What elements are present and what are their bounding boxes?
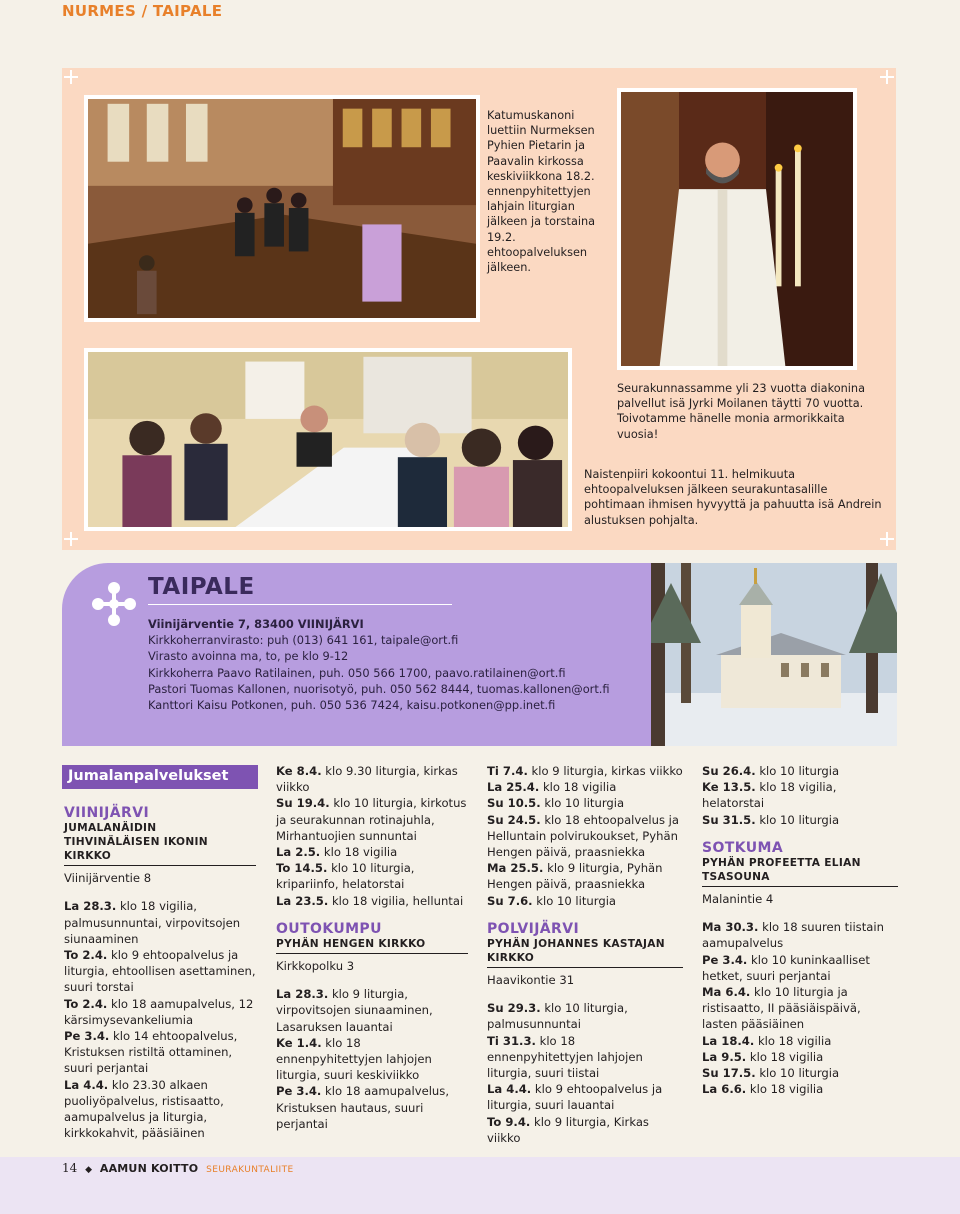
- event-text: klo 9 liturgia, kirkas viikko: [527, 764, 683, 778]
- flower-icon: [90, 580, 138, 628]
- event-text: klo 10 liturgia, kirkotus ja seurakunnan rotinajuhla, Mirhantuojien sunnuntai: [276, 796, 467, 843]
- event-list: [487, 763, 683, 909]
- church-name: PYHÄN JOHANNES KASTAJAN KIRKKO: [487, 937, 683, 968]
- schedule-entry: [276, 844, 468, 860]
- event-text: klo 10 liturgia: [755, 812, 840, 827]
- event-text: klo 14 ehtoopalvelus, Kristuksen ristiltä ottaminen, suuri perjantai: [64, 1029, 238, 1076]
- schedule-entry: [487, 795, 683, 811]
- event-text: klo 18 vigilia: [320, 845, 398, 860]
- event-date: Ti 7.4.: [487, 764, 528, 778]
- parish-title: TAIPALE: [148, 574, 255, 600]
- page-number: 14: [62, 1161, 78, 1175]
- place-name: OUTOKUMPU: [276, 920, 382, 937]
- event-list: [487, 1000, 683, 1146]
- church-interior-photo: [84, 95, 480, 322]
- event-text: klo 10 liturgia: [540, 796, 625, 811]
- event-text: klo 18 vigilia, helatorstai: [702, 780, 837, 811]
- schedule-entry: [276, 1083, 468, 1132]
- event-date: Pe 3.4.: [276, 1084, 322, 1099]
- event-date: Pe 3.4.: [702, 952, 748, 967]
- event-date: To 2.4.: [64, 948, 108, 963]
- event-text: klo 10 liturgia: [532, 893, 617, 908]
- event-date: Su 10.5.: [487, 796, 541, 811]
- schedule-entry: [487, 860, 683, 892]
- event-date: La 23.5.: [276, 893, 329, 908]
- event-text: klo 18 vigilia, helluntai: [328, 893, 464, 908]
- schedule-column-viinijarvi: [64, 803, 256, 1141]
- event-date: Ke 8.4.: [276, 764, 322, 778]
- event-date: Ke 13.5.: [702, 780, 756, 795]
- event-text: klo 9 ehtoopalvelus ja liturgia, ehtoollisen asettaminen, suuri torstai: [64, 948, 256, 995]
- schedule-entry: [702, 952, 898, 984]
- event-date: La 9.5.: [702, 1049, 747, 1064]
- event-text: klo 18 vigilia: [754, 1033, 832, 1048]
- event-date: La 4.4.: [64, 1077, 109, 1092]
- corner-ornament: [880, 70, 894, 84]
- schedule-entry: [487, 1000, 683, 1032]
- schedule-column-outokumpu: [276, 763, 468, 1132]
- event-date: La 2.5.: [276, 845, 321, 860]
- event-text: klo 10 liturgia: [755, 764, 840, 778]
- schedule-entry: [487, 1081, 683, 1113]
- womens-circle-photo: [84, 348, 572, 531]
- schedule-entry: [702, 779, 898, 811]
- event-text: klo 18 vigilia: [746, 1082, 824, 1097]
- event-date: Su 19.4.: [276, 796, 330, 811]
- schedule-entry: [702, 919, 898, 951]
- schedule-entry: [702, 1065, 898, 1081]
- schedule-entry: [64, 1077, 256, 1142]
- event-date: Su 29.3.: [487, 1001, 541, 1016]
- schedule-entry: [487, 893, 683, 909]
- event-date: La 28.3.: [276, 987, 329, 1002]
- schedule-entry: [276, 1035, 468, 1084]
- schedule-entry: [487, 779, 683, 795]
- schedule-entry: [702, 812, 898, 828]
- schedule-entry: [276, 763, 468, 795]
- schedule-entry: [64, 947, 256, 996]
- event-text: klo 10 liturgia ja ristisaatto, II pääsiäispäivä, lasten pääsiäinen: [702, 985, 861, 1032]
- event-text: klo 9.30 liturgia, kirkas viikko: [276, 764, 458, 795]
- event-date: To 9.4.: [487, 1114, 531, 1129]
- schedule-entry: [487, 1033, 683, 1082]
- schedule-entry: [64, 1028, 256, 1077]
- event-text: klo 18 suuren tiistain aamupalvelus: [702, 920, 884, 951]
- church-address: Malanintie 4: [702, 892, 774, 907]
- schedule-entry: [702, 763, 898, 779]
- event-text: klo 9 liturgia, virpovitsojen siunaaminen, Lasaruksen lauantai: [276, 987, 433, 1034]
- schedule-entry: [702, 1081, 898, 1097]
- event-date: To 14.5.: [276, 861, 328, 876]
- event-date: Ma 25.5.: [487, 861, 544, 876]
- event-list: [64, 898, 256, 1141]
- event-text: klo 18 ennenpyhitettyjen lahjojen liturgia, suuri keskiviikko: [276, 1035, 432, 1083]
- photo-caption: Seurakunnassamme yli 23 vuotta diakonina palvellut isä Jyrki Moilanen täytti 70 vuotta. Toivotamme hänelle monia armorikkaita vuosia!: [617, 382, 866, 441]
- contact-line: Virasto avoinna ma, to, pe klo 9-12: [148, 649, 349, 664]
- corner-ornament: [64, 532, 78, 546]
- schedule-column-sotkuma: [702, 763, 898, 1097]
- church-name: PYHÄN HENGEN KIRKKO: [276, 937, 468, 954]
- place-name: POLVIJÄRVI: [487, 920, 580, 937]
- event-text: klo 9 ehtoopalvelus ja liturgia, suuri lauantai: [487, 1082, 663, 1113]
- parish-address: Viinijärventie 7, 83400 VIINIJÄRVI: [148, 617, 364, 631]
- services-heading: Jumalanpalvelukset: [62, 765, 258, 789]
- schedule-entry: [702, 1033, 898, 1049]
- church-address: Viinijärventie 8: [64, 871, 152, 886]
- event-text: klo 18 ennenpyhitettyjen lahjojen liturgia, suuri tiistai: [487, 1033, 643, 1081]
- church-address: Kirkkopolku 3: [276, 959, 355, 974]
- schedule-entry: [276, 795, 468, 844]
- church-name: PYHÄN PROFEETTA ELIAN TSASOUNA: [702, 856, 898, 887]
- event-list: [276, 763, 468, 909]
- event-text: klo 10 liturgia, palmusunnuntai: [487, 1001, 628, 1032]
- event-date: La 28.3.: [64, 899, 117, 914]
- event-list: [276, 986, 468, 1132]
- place-name: SOTKUMA: [702, 839, 784, 856]
- contact-line: Kirkkoherra Paavo Ratilainen, puh. 050 566 1700, paavo.ratilainen@ort.fi: [148, 665, 566, 680]
- schedule-entry: [276, 860, 468, 892]
- magazine-name: AAMUN KOITTO: [99, 1162, 199, 1175]
- section-title: NURMES / TAIPALE: [62, 2, 223, 20]
- event-date: La 4.4.: [487, 1082, 532, 1097]
- church-name: JUMALANÄIDIN TIHVINÄLÄISEN IKONIN KIRKKO: [64, 821, 256, 866]
- event-date: Su 7.6.: [487, 893, 533, 908]
- corner-ornament: [64, 70, 78, 84]
- schedule-entry: [487, 1114, 683, 1146]
- contact-line: Pastori Tuomas Kallonen, nuorisotyö, puh. 050 562 8444, tuomas.kallonen@ort.fi: [148, 681, 610, 696]
- event-text: klo 10 liturgia: [755, 1066, 840, 1081]
- photo-caption: Naistenpiiri kokoontui 11. helmikuuta ehtoopalveluksen jälkeen seurakuntasalille pohtimaan ihmisen hyvyyttä ja pahuutta isä Andrein alustuksen pohjalta.: [584, 468, 882, 527]
- event-date: La 25.4.: [487, 780, 540, 795]
- event-date: Ti 31.3.: [487, 1033, 536, 1048]
- event-list: [702, 763, 898, 828]
- church-exterior-photo: [651, 563, 897, 746]
- photo-caption: Katumuskanoni luettiin Nurmeksen Pyhien Pietarin ja Paavalin kirkossa keskiviikkona 18.2. ennenpyhitettyjen lahjain liturgian jälkeen ja torstaina 19.2. ehtoopalveluksen jälkeen.: [487, 109, 596, 275]
- schedule-entry: [64, 996, 256, 1028]
- schedule-entry: [702, 984, 898, 1033]
- schedule-entry: [487, 812, 683, 861]
- event-date: Su 17.5.: [702, 1066, 756, 1081]
- event-date: Ma 30.3.: [702, 920, 759, 935]
- schedule-entry: [487, 763, 683, 779]
- event-text: klo 9 liturgia, Kirkas viikko: [487, 1114, 649, 1145]
- event-date: Su 26.4.: [702, 764, 756, 778]
- event-text: klo 18 ehtoopalvelus ja Helluntain polvirukoukset, Pyhän Hengen päivä, praasniekka: [487, 812, 680, 860]
- contact-line: Kanttori Kaisu Potkonen, puh. 050 536 7424, kaisu.potkonen@pp.inet.fi: [148, 698, 556, 713]
- event-text: klo 23.30 alkaen puoliyöpalvelus, ristisaatto, aamupalvelus ja liturgia, kirkkokahvit, pääsiäinen: [64, 1077, 224, 1141]
- event-date: Pe 3.4.: [64, 1029, 110, 1044]
- parish-contact-info: [148, 616, 648, 713]
- event-text: klo 10 liturgia, kripariinfo, helatorstai: [276, 861, 415, 892]
- supplement-name: SEURAKUNTALIITE: [206, 1165, 294, 1175]
- schedule-entry: [276, 893, 468, 909]
- event-text: klo 10 kuninkaalliset hetket, suuri perjantai: [702, 952, 870, 983]
- diamond-icon: ◆: [85, 1165, 93, 1175]
- event-text: klo 18 aamupalvelus, Kristuksen hautaus, suuri perjantai: [276, 1084, 450, 1131]
- page-footer: [62, 1161, 294, 1175]
- event-list: [702, 919, 898, 1097]
- event-date: La 18.4.: [702, 1033, 755, 1048]
- schedule-entry: [64, 898, 256, 947]
- event-text: klo 18 aamupalvelus, 12 kärsimysevankeliumia: [64, 996, 254, 1027]
- schedule-entry: [276, 986, 468, 1035]
- event-date: La 6.6.: [702, 1082, 747, 1097]
- deacon-photo: [617, 88, 857, 370]
- event-date: Su 31.5.: [702, 812, 756, 827]
- schedule-entry: [702, 1049, 898, 1065]
- event-date: Ke 1.4.: [276, 1035, 322, 1050]
- event-date: Su 24.5.: [487, 812, 541, 827]
- event-text: klo 18 vigilia: [539, 780, 617, 795]
- event-text: klo 9 liturgia, Pyhän Hengen päivä, praasniekka: [487, 861, 663, 892]
- place-name: VIINIJÄRVI: [64, 805, 150, 821]
- event-date: Ma 6.4.: [702, 985, 751, 1000]
- divider: [148, 604, 452, 605]
- event-text: klo 18 vigilia: [746, 1049, 824, 1064]
- church-address: Haavikontie 31: [487, 973, 575, 988]
- corner-ornament: [880, 532, 894, 546]
- event-text: klo 18 vigilia, palmusunnuntai, virpovitsojen siunaaminen: [64, 899, 241, 946]
- schedule-column-polvijarvi: [487, 763, 683, 1146]
- contact-line: Kirkkoherranvirasto: puh (013) 641 161, taipale@ort.fi: [148, 633, 459, 648]
- event-date: To 2.4.: [64, 996, 108, 1011]
